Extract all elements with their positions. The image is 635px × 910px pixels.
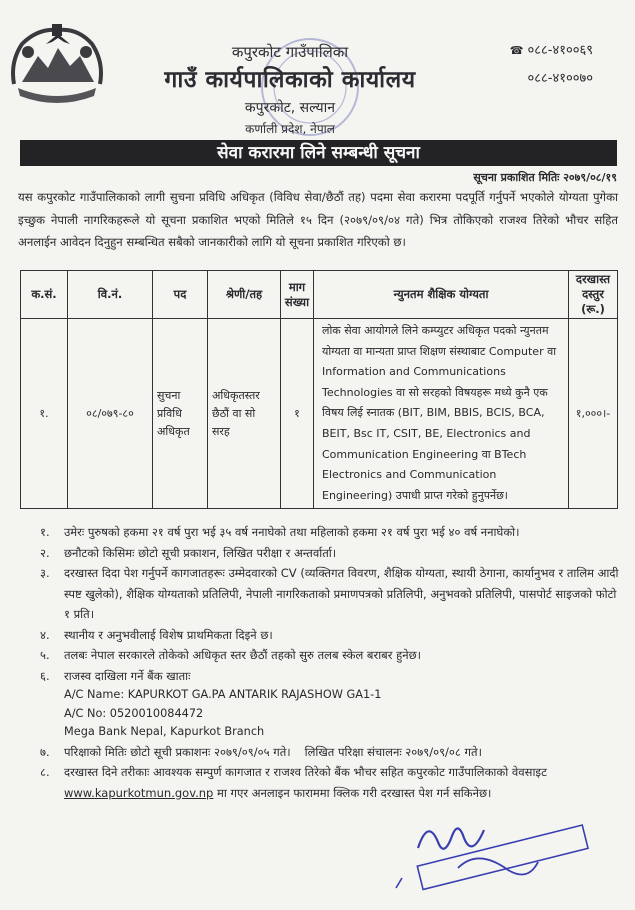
office-name: गाउँ कार्यपालिकाको कार्यालय — [164, 67, 416, 93]
phone-number-2: ०८८-४१००७० — [527, 71, 593, 86]
municipality-name: कपुरकोट गाउँपालिका — [231, 43, 349, 61]
list-item: ४. स्थानीय र अनुभवीलाई विशेष प्राथमिकता दिइने छ। — [40, 627, 273, 642]
cell-post: सुचना प्रविधि अधिकृत — [153, 319, 208, 509]
col-fee: दरखास्त दस्तुर (रू.) — [569, 271, 618, 319]
table-header-row — [21, 271, 618, 319]
list-item: १. उमेरः पुरुषको हकमा २१ वर्ष पुरा भई ३५ वर्ष ननाघेको तथा महिलाको हकमा २१ वर्ष पुरा भई ४० वर्ष ननाघेको। — [40, 525, 520, 539]
col-serial: क.सं. — [21, 271, 68, 319]
cell-fee: १,०००।- — [569, 319, 618, 509]
cell-qualification: लोक सेवा आयोगले लिने कम्प्युटर अधिकृत पदको न्युनतम योग्यता वा मान्यता प्राप्त शिक्षण संस्थाबाट Computer वा Information and Communications Technologies वा सो सरहको विषयहरू मध्ये कुनै एक विषय लिई स्नातक (BIT, BIM, BBIS, BCIS, BCA, BEIT, Bsc IT, CSIT, BE, Electronics and Communication Engineering वा BTech Electronics and Communication Engineering) उपाधी प्राप्त गरेको हुनुपर्नेछ। — [314, 319, 569, 509]
bank-account-number: A/C No: 0520010084472 — [64, 706, 204, 720]
list-item: ६. राजस्व दाखिला गर्ने बैंक खाताः — [40, 668, 191, 683]
office-address: कपुरकोट, सल्यान — [244, 100, 336, 116]
cell-ad-number: ०८/०७९-८० — [68, 319, 153, 509]
bank-account-name: A/C Name: KAPURKOT GA.PA ANTARIK RAJASHOW GA1-1 — [64, 688, 382, 701]
bank-branch: Mega Bank Nepal, Kapurkot Branch — [64, 725, 265, 738]
col-level: श्रेणी/तह — [208, 271, 281, 319]
col-post: पद — [153, 271, 208, 319]
list-item: ३. दरखास्त दिदा पेश गर्नुपर्ने कागजातहरूः उम्मेदवारको CV (व्यक्तिगत विवरण, शैक्षिक योग्यता, स्थायी ठेगाना, कार्यानुभव र तालिम आदी स्पष्ट खुलेको), शैक्षिक योग्यताको प्रतिलिपी, नेपाली नागरिकताको प्रमाणपत्रको प्रतिलिपी, अनुभवको प्रतिलिपी, पासपोर्ट साइजको फोटो १ प्रति। — [40, 566, 619, 621]
signature-stamp — [388, 808, 598, 904]
list-item: ७. परिक्षाको मितिः छोटो सूची प्रकाशनः २०७९/०९/०५ गते। लिखित परिक्षा संचालनः २०७९/०९/०८ गते। — [40, 744, 482, 759]
intro-paragraph: यस कपुरकोट गाउँपालिकाको लागी सुचना प्रविधि अधिकृत (विविध सेवा/छैठौं तह) पदमा सेवा करारमा पदपूर्ति गर्नुपर्ने भएकोले योग्यता पुगेका इच्छुक नेपाली नागरिकहरूले यो सूचना प्रकाशित भएको मितिले १५ दिन (२०७९/०९/०४ गते) भित्र तोकिएको राजश्व तिरेको भौचर सहित अनलाईन आवेदन दिनुहुन सम्बन्धित सबैको जानकारीको लागि यो सूचना प्रकाशित गरिएको छ। — [18, 190, 618, 249]
col-ad-number: वि.नं. — [68, 271, 153, 319]
office-province: कर्णाली प्रदेश, नेपाल — [245, 122, 335, 136]
list-item: ८. दरखास्त दिने तरीकाः आवश्यक सम्पुर्ण कागजात र राजश्व तिरेको बैंक भौचर सहित कपुरकोट गाउँपालिकाको वेवसाइट www.kapurkotmun.gov.np मा गएर अनलाइन फाराममा क्लिक गरी दरखास्त पेश गर्न सकिनेछ। — [40, 765, 547, 800]
phone-number-1: ☎ ०८८-४१००६९ — [509, 43, 593, 58]
cell-level: अधिकृतस्तर छैठौं वा सो सरह — [208, 319, 281, 509]
telephone-icon: ☎ — [509, 44, 524, 57]
table-row — [21, 319, 618, 509]
cell-serial: १. — [21, 319, 68, 509]
notice-title-banner: सेवा करारमा लिने सम्बन्धी सूचना — [20, 140, 617, 166]
website-link[interactable]: www.kapurkotmun.gov.np — [64, 785, 214, 800]
notes-list — [40, 522, 620, 803]
vacancy-table — [20, 270, 618, 509]
col-count: माग संख्या — [281, 271, 314, 319]
nepal-emblem-icon — [8, 22, 106, 110]
publish-date: सूचना प्रकाशित मितिः २०७९/०८/१९ — [473, 171, 617, 184]
list-item: ५. तलबः नेपाल सरकारले तोकेको अधिकृत स्तर छैठौं तहको सुरु तलब स्केल बराबर हुनेछ। — [40, 648, 422, 662]
list-item: २. छनौटको किसिमः छोटो सूची प्रकाशन, लिखित परीक्षा र अन्तर्वार्ता। — [40, 545, 337, 560]
cell-count: १ — [281, 319, 314, 509]
col-qualification: न्युनतम शैक्षिक योग्यता — [314, 271, 569, 319]
